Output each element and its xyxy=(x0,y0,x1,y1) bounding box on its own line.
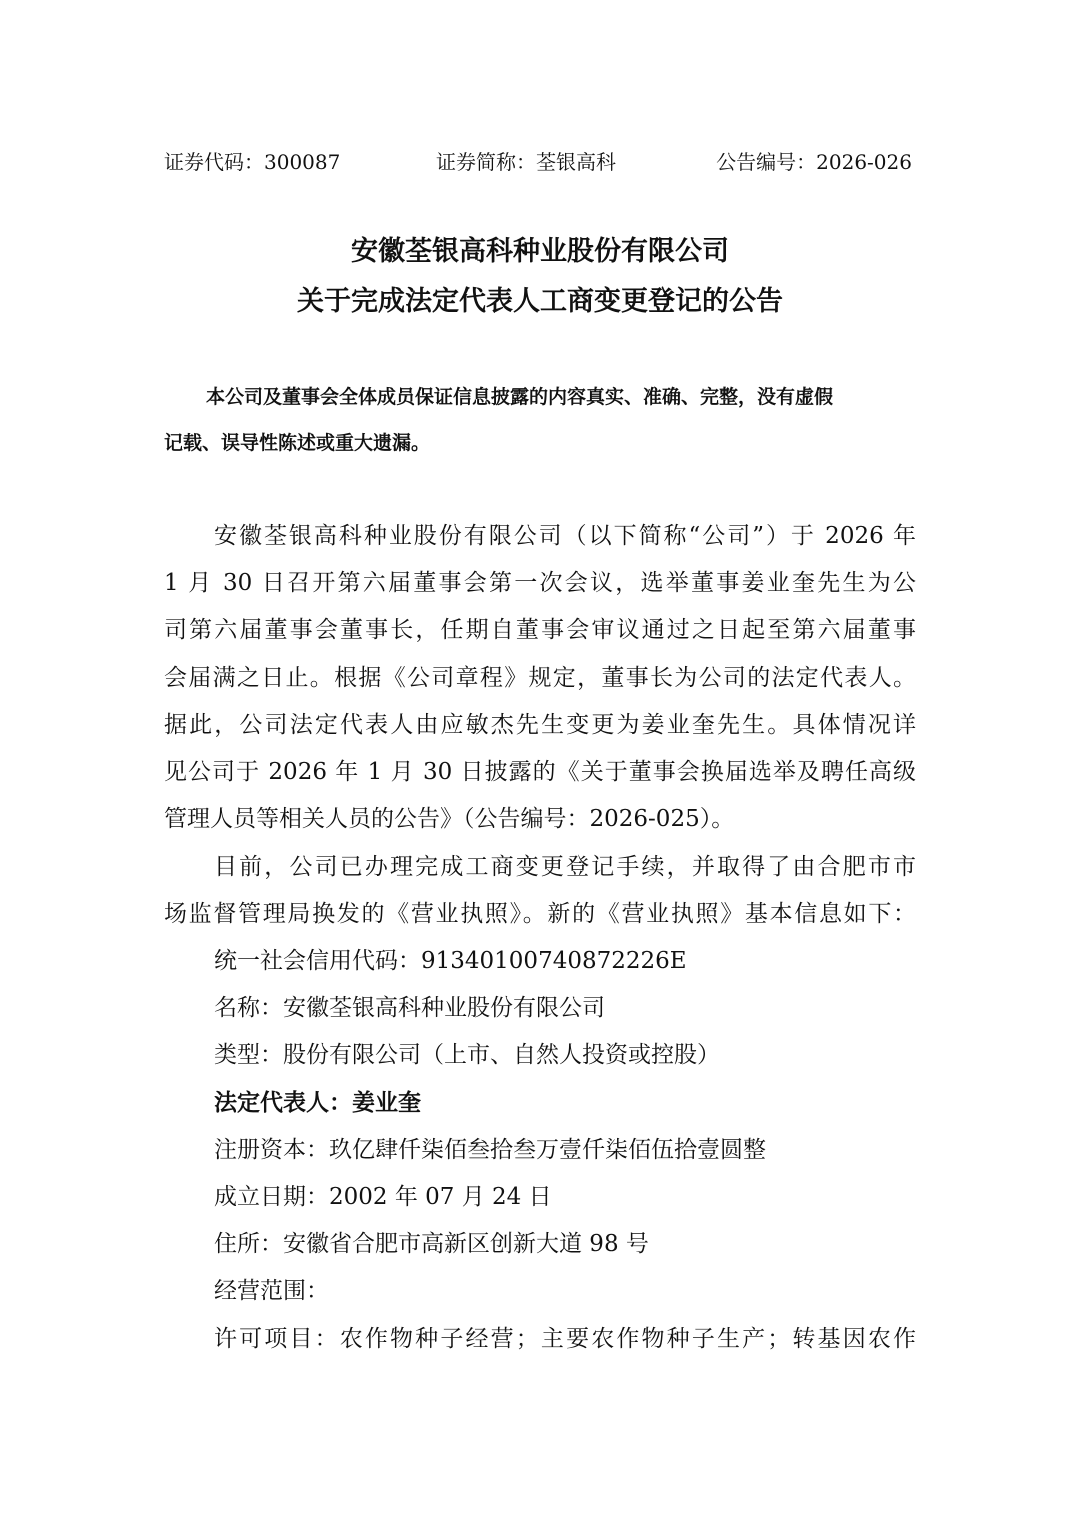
paragraph-line: 目前，公司已办理完成工商变更登记手续，并取得了由合肥市市 xyxy=(214,854,916,880)
license-name: 名称：安徽荃银高科种业股份有限公司 xyxy=(214,995,605,1022)
license-registered-capital: 注册资本：玖亿肆仟柒佰叁拾叁万壹仟柒佰伍拾壹圆整 xyxy=(214,1136,766,1163)
license-type: 类型：股份有限公司（上市、自然人投资或控股） xyxy=(214,1042,720,1069)
license-scope-label: 经营范围： xyxy=(214,1278,329,1305)
paragraph-line: 见公司于 2026 年 1 月 30 日披露的《关于董事会换届选举及聘任高级 xyxy=(164,759,916,786)
paragraph-line: 会届满之日止。根据《公司章程》规定，董事长为公司的法定代表人。 xyxy=(164,664,916,691)
announcement-header xyxy=(164,146,916,178)
license-founded-date: 成立日期：2002 年 07 月 24 日 xyxy=(214,1184,552,1211)
business-license-info xyxy=(214,938,916,1363)
board-statement-line: 记载、误导性陈述或重大遗漏。 xyxy=(164,432,431,454)
paragraph-line: 场监督管理局换发的《营业执照》。新的《营业执照》基本信息如下： xyxy=(164,901,916,928)
paragraph-line: 据此，公司法定代表人由应敏杰先生变更为姜业奎先生。具体情况详 xyxy=(164,711,916,738)
license-legal-representative: 法定代表人：姜业奎 xyxy=(214,1089,421,1116)
announcement-title: 关于完成法定代表人工商变更登记的公告 xyxy=(297,286,783,317)
security-code: 证券代码：300087 xyxy=(164,150,341,174)
paragraph-line: 1 月 30 日召开第六届董事会第一次会议，选举董事姜业奎先生为公 xyxy=(164,570,916,597)
paragraph-line: 安徽荃银高科种业股份有限公司（以下简称“公司”）于 2026 年 xyxy=(214,523,916,549)
paragraph-registration-complete xyxy=(164,844,916,938)
security-abbreviation: 证券简称：荃银高科 xyxy=(436,150,616,174)
paragraph-line: 管理人员等相关人员的公告》（公告编号：2026-025）。 xyxy=(164,806,735,833)
company-title: 安徽荃银高科种业股份有限公司 xyxy=(351,236,729,267)
board-statement xyxy=(164,374,916,466)
paragraph-legal-rep-change xyxy=(164,513,916,843)
license-address: 住所：安徽省合肥市高新区创新大道 98 号 xyxy=(214,1231,649,1258)
license-permitted-items: 许可项目：农作物种子经营；主要农作物种子生产；转基因农作 xyxy=(214,1325,916,1352)
board-statement-line: 本公司及董事会全体成员保证信息披露的内容真实、准确、完整，没有虚假 xyxy=(206,386,834,408)
paragraph-line: 司第六届董事会董事长，任期自董事会审议通过之日起至第六届董事 xyxy=(164,617,916,644)
license-credit-code: 统一社会信用代码：91340100740872226E xyxy=(214,948,687,974)
announcement-number: 公告编号：2026-026 xyxy=(716,150,912,174)
